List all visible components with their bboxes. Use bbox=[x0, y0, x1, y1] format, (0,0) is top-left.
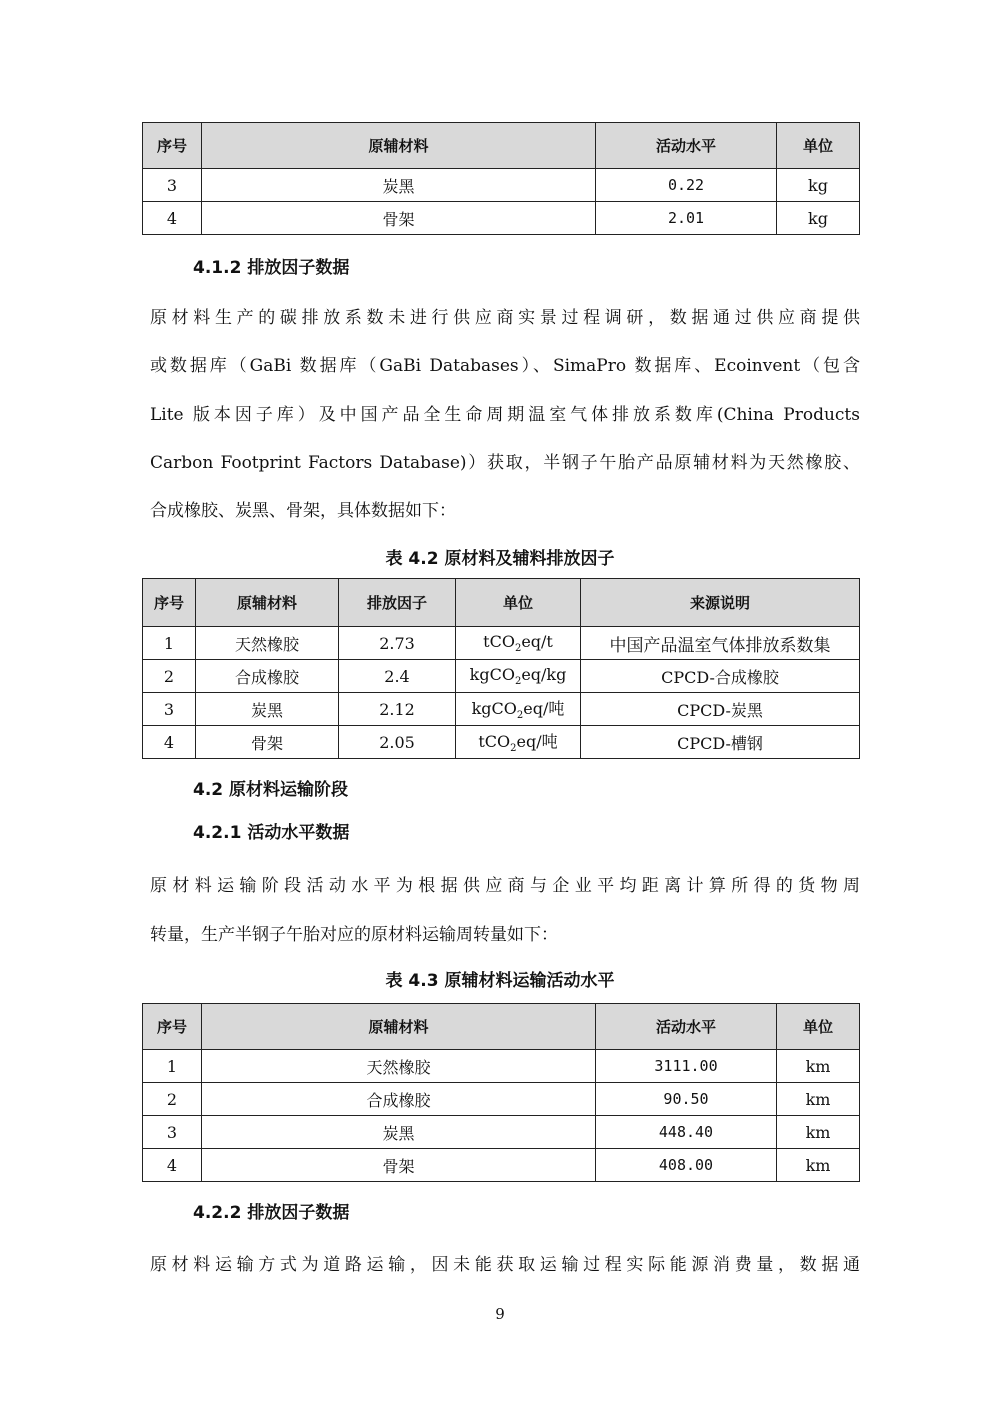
table-row bbox=[143, 1083, 860, 1116]
cell-factor: 2.12 bbox=[339, 693, 456, 726]
table-row bbox=[143, 693, 860, 726]
cell-material: 炭黑 bbox=[202, 1116, 596, 1149]
table-row bbox=[143, 627, 860, 660]
cell-unit: kg bbox=[777, 202, 860, 235]
cell-no: 1 bbox=[143, 1050, 202, 1083]
table-transport-activity bbox=[142, 1003, 860, 1182]
header-source: 来源说明 bbox=[581, 579, 860, 627]
header-unit: 单位 bbox=[777, 1004, 860, 1050]
page-number: 9 bbox=[495, 1305, 505, 1323]
cell-material: 炭黑 bbox=[196, 693, 339, 726]
cell-material: 合成橡胶 bbox=[196, 660, 339, 693]
paragraph-line: 或数据库（GaBi 数据库（GaBi Databases）、SimaPro 数据库、Ecoinvent（包含 bbox=[150, 356, 860, 376]
cell-source: CPCD-炭黑 bbox=[581, 693, 860, 726]
paragraph-line: 原材料运输阶段活动水平为根据供应商与企业平均距离计算所得的货物周 bbox=[150, 876, 860, 896]
table-row bbox=[143, 726, 860, 759]
table-header-row bbox=[143, 123, 860, 169]
section-heading-4-2-2: 4.2.2 排放因子数据 bbox=[193, 1203, 350, 1223]
cell-no: 4 bbox=[143, 202, 202, 235]
cell-unit: km bbox=[777, 1083, 860, 1116]
unit-prefix: kgCO bbox=[469, 664, 515, 684]
unit-suffix: eq/吨 bbox=[516, 732, 558, 752]
unit-suffix: eq/kg bbox=[521, 664, 567, 684]
header-no: 序号 bbox=[143, 1004, 202, 1050]
cell-material: 天然橡胶 bbox=[202, 1050, 596, 1083]
cell-material: 骨架 bbox=[202, 202, 596, 235]
cell-no: 4 bbox=[143, 1149, 202, 1182]
cell-source: CPCD-槽钢 bbox=[581, 726, 860, 759]
unit-subscript: 2 bbox=[514, 643, 522, 655]
table-row bbox=[143, 1116, 860, 1149]
header-activity: 活动水平 bbox=[596, 123, 777, 169]
cell-no: 2 bbox=[143, 660, 196, 693]
cell-value: 0.22 bbox=[596, 169, 777, 202]
paragraph-line: 合成橡胶、炭黑、骨架，具体数据如下： bbox=[150, 501, 456, 521]
unit-prefix: kgCO bbox=[471, 699, 517, 719]
cell-no: 2 bbox=[143, 1083, 202, 1116]
cell-factor: 2.05 bbox=[339, 726, 456, 759]
cell-factor: 2.73 bbox=[339, 627, 456, 660]
cell-value: 2.01 bbox=[596, 202, 777, 235]
unit-suffix: eq/t bbox=[521, 631, 553, 651]
cell-value: 3111.00 bbox=[596, 1050, 777, 1083]
unit-subscript: 2 bbox=[510, 743, 517, 755]
header-no: 序号 bbox=[143, 123, 202, 169]
cell-no: 3 bbox=[143, 1116, 202, 1149]
unit-subscript: 2 bbox=[516, 710, 524, 722]
section-heading-4-1-2: 4.1.2 排放因子数据 bbox=[193, 258, 350, 278]
table-header-row bbox=[143, 579, 860, 627]
cell-unit bbox=[456, 726, 581, 759]
table-caption: 表 4.2 原材料及辅料排放因子 bbox=[385, 549, 615, 569]
table-row bbox=[143, 169, 860, 202]
table-emission-factors bbox=[142, 578, 860, 759]
cell-unit: kg bbox=[777, 169, 860, 202]
cell-unit: km bbox=[777, 1050, 860, 1083]
cell-material: 骨架 bbox=[196, 726, 339, 759]
header-factor: 排放因子 bbox=[339, 579, 456, 627]
table-row bbox=[143, 1149, 860, 1182]
cell-no: 3 bbox=[143, 169, 202, 202]
paragraph-line: Lite 版本因子库）及中国产品全生命周期温室气体排放系数库(China Products bbox=[150, 405, 860, 425]
cell-material: 合成橡胶 bbox=[202, 1083, 596, 1116]
unit-prefix: tCO bbox=[478, 732, 511, 752]
table-caption: 表 4.3 原辅材料运输活动水平 bbox=[385, 971, 615, 991]
paragraph-line: 原材料生产的碳排放系数未进行供应商实景过程调研，数据通过供应商提供 bbox=[150, 308, 860, 328]
cell-source: 中国产品温室气体排放系数集 bbox=[581, 627, 860, 660]
header-no: 序号 bbox=[143, 579, 196, 627]
paragraph-line: 原材料运输方式为道路运输，因未能获取运输过程实际能源消费量，数据通 bbox=[150, 1255, 860, 1275]
cell-no: 3 bbox=[143, 693, 196, 726]
table-header-row bbox=[143, 1004, 860, 1050]
cell-factor: 2.4 bbox=[339, 660, 456, 693]
header-activity: 活动水平 bbox=[596, 1004, 777, 1050]
cell-material: 骨架 bbox=[202, 1149, 596, 1182]
unit-suffix: eq/吨 bbox=[523, 699, 565, 719]
cell-material: 天然橡胶 bbox=[196, 627, 339, 660]
paragraph-line: Carbon Footprint Factors Database)）获取，半钢子午胎产品原辅材料为天然橡胶、 bbox=[150, 453, 860, 473]
table-row bbox=[143, 660, 860, 693]
cell-unit bbox=[456, 627, 581, 660]
unit-subscript: 2 bbox=[514, 676, 522, 688]
cell-value: 408.00 bbox=[596, 1149, 777, 1182]
paragraph-line: 转量，生产半钢子午胎对应的原材料运输周转量如下： bbox=[150, 925, 558, 945]
cell-unit: km bbox=[777, 1116, 860, 1149]
table-row bbox=[143, 1050, 860, 1083]
cell-source: CPCD-合成橡胶 bbox=[581, 660, 860, 693]
header-unit: 单位 bbox=[456, 579, 581, 627]
header-material: 原辅材料 bbox=[202, 123, 596, 169]
cell-value: 90.50 bbox=[596, 1083, 777, 1116]
cell-no: 4 bbox=[143, 726, 196, 759]
table-row bbox=[143, 202, 860, 235]
section-heading-4-2: 4.2 原材料运输阶段 bbox=[193, 780, 349, 800]
cell-unit: km bbox=[777, 1149, 860, 1182]
cell-unit bbox=[456, 660, 581, 693]
cell-material: 炭黑 bbox=[202, 169, 596, 202]
cell-value: 448.40 bbox=[596, 1116, 777, 1149]
table-activity-level-continued bbox=[142, 122, 860, 235]
unit-prefix: tCO bbox=[483, 631, 515, 651]
cell-no: 1 bbox=[143, 627, 196, 660]
cell-unit bbox=[456, 693, 581, 726]
header-material: 原辅材料 bbox=[202, 1004, 596, 1050]
header-unit: 单位 bbox=[777, 123, 860, 169]
header-material: 原辅材料 bbox=[196, 579, 339, 627]
section-heading-4-2-1: 4.2.1 活动水平数据 bbox=[193, 823, 350, 843]
